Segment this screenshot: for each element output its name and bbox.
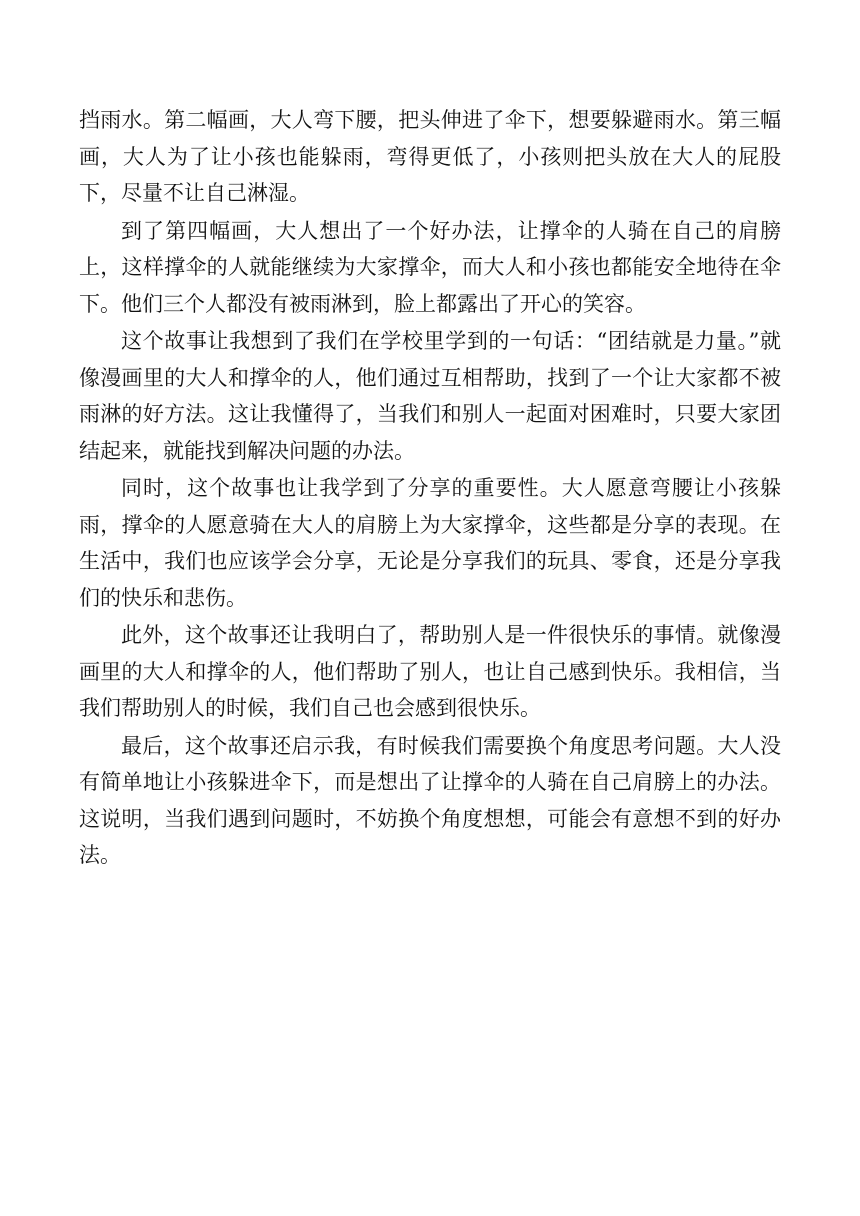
paragraph-perspective: 最后，这个故事还启示我，有时候我们需要换个角度思考问题。大人没有简单地让小孩躲进伞下，而是想出了让撑伞的人骑在自己肩膀上的办法。这说明，当我们遇到问题时，不妨换个角度想想，可能会有意想不到的好办法。 [79,733,781,867]
paragraph-continued: 挡雨水。第二幅画，大人弯下腰，把头伸进了伞下，想要躲避雨水。第三幅画，大人为了让小孩也能躲雨，弯得更低了，小孩则把头放在大人的屁股下，尽量不让自己淋湿。 [79,108,781,205]
paragraph-unity: 这个故事让我想到了我们在学校里学到的一句话：“团结就是力量。”就像漫画里的大人和撑伞的人，他们通过互相帮助，找到了一个让大家都不被雨淋的好方法。这让我懂得了，当我们和别人一起面对困难时，只要大家团结起来，就能找到解决问题的办法。 [79,329,781,463]
paragraph-helping: 此外，这个故事还让我明白了，帮助别人是一件很快乐的事情。就像漫画里的大人和撑伞的人，他们帮助了别人，也让自己感到快乐。我相信，当我们帮助别人的时候，我们自己也会感到很快乐。 [79,623,781,720]
paragraph-fourth-picture: 到了第四幅画，大人想出了一个好办法，让撑伞的人骑在自己的肩膀上，这样撑伞的人就能继续为大家撑伞，而大人和小孩也都能安全地待在伞下。他们三个人都没有被雨淋到，脸上都露出了开心的笑容。 [79,218,781,316]
document-body [79,102,781,875]
paragraph-sharing: 同时，这个故事也让我学到了分享的重要性。大人愿意弯腰让小孩躲雨，撑伞的人愿意骑在大人的肩膀上为大家撑伞，这些都是分享的表现。在生活中，我们也应该学会分享，无论是分享我们的玩具、零食，还是分享我们的快乐和悲伤。 [79,476,781,610]
